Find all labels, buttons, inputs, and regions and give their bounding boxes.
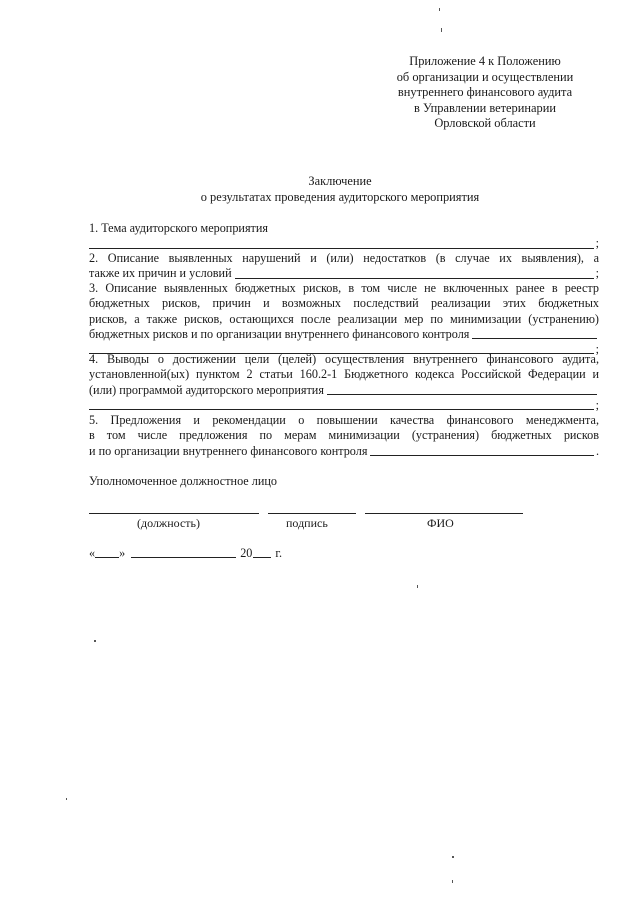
- scan-speck: [452, 856, 454, 858]
- section-1-heading: 1. Тема аудиторского мероприятия: [89, 221, 269, 235]
- position-line[interactable]: [89, 513, 259, 514]
- section-4-field[interactable]: (или) программой аудиторского мероприятия: [89, 383, 599, 398]
- month-field[interactable]: [131, 557, 236, 558]
- section-3-field-2[interactable]: ;: [89, 342, 599, 357]
- date-open-quote: «: [89, 546, 96, 560]
- section-3: [89, 281, 599, 357]
- section-1-field[interactable]: ;: [89, 236, 599, 251]
- section-4-text: 4. Выводы о достижении цели (целей) осуществления внутреннего финансового аудита,: [89, 352, 599, 366]
- section-2-text: 2. Описание выявленных нарушений и (или) недостатков (в случае их выявления), а: [89, 251, 599, 265]
- title-subtitle: о результатах проведения аудиторского мероприятия: [200, 189, 480, 204]
- year-field[interactable]: [253, 557, 271, 558]
- section-5-field[interactable]: и по организации внутреннего финансового контроля .: [89, 443, 599, 458]
- section-3-text: 3. Описание выявленных бюджетных рисков, в том числе не включенных ранее в реестр: [89, 281, 599, 295]
- section-4: [89, 352, 599, 413]
- scan-speck: [94, 640, 96, 642]
- signature-line[interactable]: [268, 513, 356, 514]
- appendix-line: внутреннего финансового аудита: [397, 85, 573, 100]
- scan-speck: [452, 880, 453, 883]
- section-3-text: рисков, а также рисков, остающихся после реализации мер по минимизации (устранению): [89, 311, 599, 326]
- appendix-line: Приложение 4 к Положению: [409, 54, 561, 68]
- date-close-quote: »: [119, 546, 126, 560]
- section-2: [89, 251, 599, 282]
- scan-speck: [417, 585, 418, 588]
- blank-line: [472, 337, 597, 339]
- section-5-text: 5. Предложения и рекомендации о повышении качества финансового менеджмента,: [89, 413, 599, 427]
- section-5: [89, 413, 599, 459]
- section-1: [89, 221, 599, 252]
- document-title: [150, 174, 530, 205]
- section-2-field[interactable]: также их причин и условий ;: [89, 266, 599, 281]
- day-field[interactable]: [95, 557, 119, 558]
- section-5-text: в том числе предложения по мерам минимизации (устранения) бюджетных рисков: [89, 428, 599, 443]
- section-4-field-2[interactable]: ;: [89, 398, 599, 413]
- scan-speck: [439, 8, 440, 11]
- appendix-line: в Управлении ветеринарии: [414, 100, 556, 115]
- name-label: ФИО: [427, 516, 454, 530]
- appendix-line: Орловской области: [434, 116, 536, 131]
- position-label: (должность): [137, 516, 200, 530]
- blank-line: [89, 247, 594, 249]
- year-prefix: 20: [240, 546, 253, 560]
- appendix-header: [370, 54, 600, 132]
- official-label: Уполномоченное должностное лицо: [89, 474, 277, 488]
- appendix-line: об организации и осуществлении: [396, 69, 574, 84]
- section-4-text: установленной(ых) пунктом 2 статьи 160.2-1 Бюджетного кодекса Российской Федерации и: [89, 367, 599, 382]
- title-main: Заключение: [308, 174, 372, 188]
- name-line[interactable]: [365, 513, 523, 514]
- signature-label: подпись: [286, 516, 328, 530]
- scan-speck: [441, 28, 442, 32]
- year-suffix: г.: [275, 546, 283, 560]
- scan-speck: [66, 798, 67, 800]
- date-line: [89, 546, 282, 561]
- blank-line: [89, 408, 594, 410]
- blank-line: [235, 277, 594, 279]
- section-3-field[interactable]: бюджетных рисков и по организации внутреннего финансового контроля: [89, 327, 599, 342]
- blank-line: [327, 393, 597, 395]
- section-3-text: бюджетных рисков, причин и возможных последствий реализации этих бюджетных: [89, 296, 599, 311]
- blank-line: [370, 454, 594, 456]
